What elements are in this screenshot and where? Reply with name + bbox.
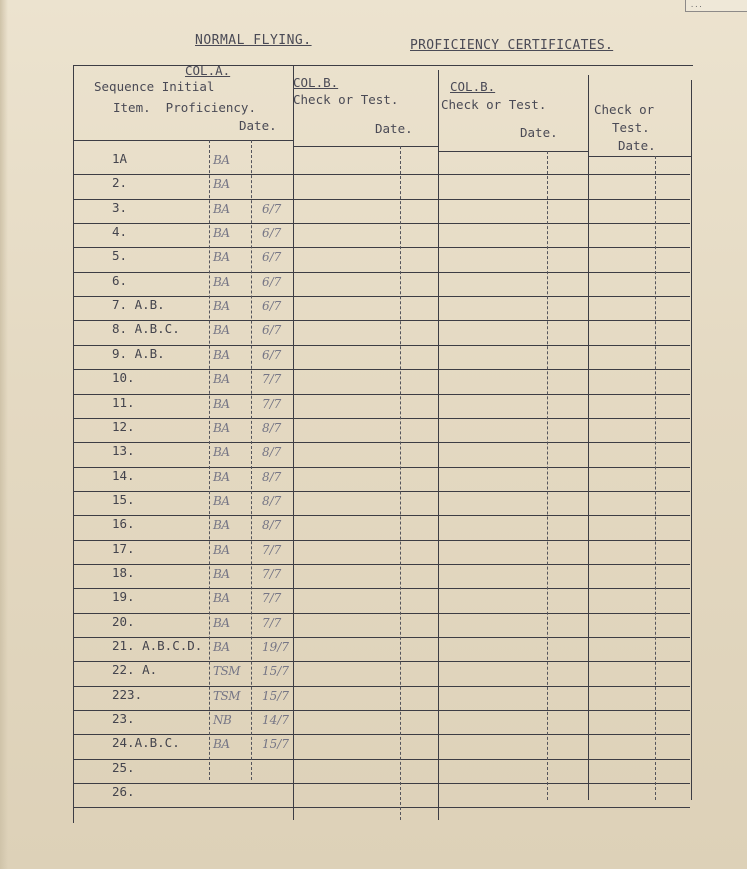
row-item-label: 10. — [112, 370, 135, 385]
table-row-rule — [73, 588, 690, 589]
col-a-header-line1: Sequence Initial — [94, 79, 215, 94]
row-date: 8/7 — [262, 421, 282, 435]
col-b1-header-bottom — [293, 146, 438, 147]
table-row-rule — [73, 345, 690, 346]
row-date: 15/7 — [262, 664, 289, 678]
row-item-label: 3. — [112, 200, 128, 215]
row-date: 8/7 — [262, 494, 282, 508]
row-initials: BA — [213, 323, 230, 337]
row-initials: BA — [213, 348, 230, 362]
row-initials: BA — [213, 616, 230, 630]
row-item-label: 8. A.B.C. — [112, 321, 180, 336]
table-row-rule — [73, 759, 690, 760]
col-b1-check-label: Check or Test. — [293, 92, 399, 107]
table-left-border — [73, 65, 74, 823]
col-c-header-date: Date. — [618, 138, 656, 153]
row-date: 19/7 — [262, 640, 289, 654]
row-item-label: 18. — [112, 565, 135, 580]
proficiency-table — [73, 63, 693, 823]
row-initials: BA — [213, 275, 230, 289]
row-initials: BA — [213, 397, 230, 411]
col-a-header-line2: Item. Proficiency. — [113, 100, 256, 115]
page-edge-shadow — [0, 0, 8, 869]
table-row-rule — [73, 272, 690, 273]
row-date: 6/7 — [262, 275, 282, 289]
table-right-border — [691, 80, 692, 800]
row-date: 7/7 — [262, 372, 282, 386]
row-initials: BA — [213, 177, 230, 191]
row-date: 7/7 — [262, 397, 282, 411]
table-row-rule — [73, 247, 690, 248]
row-date: 6/7 — [262, 348, 282, 362]
col-a-header-bottom — [73, 140, 293, 141]
table-top-border — [73, 65, 693, 66]
row-date: 6/7 — [262, 202, 282, 216]
table-row-rule — [73, 174, 690, 175]
table-row-rule — [73, 467, 690, 468]
row-item-label: 22. A. — [112, 662, 158, 677]
row-date: 7/7 — [262, 567, 282, 581]
row-date: 6/7 — [262, 226, 282, 240]
row-item-label: 11. — [112, 395, 135, 410]
row-item-label: 20. — [112, 614, 135, 629]
table-row-rule — [73, 540, 690, 541]
row-item-label: 15. — [112, 492, 135, 507]
col-b2-date-divider — [547, 151, 548, 800]
row-item-label: 14. — [112, 468, 135, 483]
table-row-rule — [73, 613, 690, 614]
table-row-rule — [73, 661, 690, 662]
row-initials: BA — [213, 445, 230, 459]
col-b2-date-label: Date. — [520, 125, 558, 140]
row-item-label: 19. — [112, 589, 135, 604]
row-item-label: 26. — [112, 784, 135, 799]
col-c-header-line1: Check or — [594, 102, 655, 117]
row-initials: BA — [213, 518, 230, 532]
col-b1-date-label: Date. — [375, 121, 413, 136]
row-initials: BA — [213, 299, 230, 313]
col-c-header-line2: Test. — [612, 120, 650, 135]
row-item-label: 4. — [112, 224, 128, 239]
col-b1-divider — [293, 65, 294, 820]
corner-paper-fragment — [685, 0, 747, 12]
col-a-date-divider — [251, 140, 252, 780]
row-item-label: 23. — [112, 711, 135, 726]
row-date: 8/7 — [262, 445, 282, 459]
row-initials: BA — [213, 226, 230, 240]
row-item-label: 6. — [112, 273, 128, 288]
table-row-rule — [73, 418, 690, 419]
row-item-label: 7. A.B. — [112, 297, 165, 312]
table-row-rule — [73, 515, 690, 516]
row-initials: BA — [213, 470, 230, 484]
row-initials: BA — [213, 737, 230, 751]
row-initials: BA — [213, 640, 230, 654]
row-item-label: 1A — [112, 151, 128, 166]
row-initials: BA — [213, 494, 230, 508]
row-date: 7/7 — [262, 616, 282, 630]
table-row-rule — [73, 686, 690, 687]
col-b2-header-bottom — [438, 151, 588, 152]
col-b2-title: COL.B. — [450, 79, 496, 94]
table-row-rule — [73, 807, 690, 808]
row-item-label: 16. — [112, 516, 135, 531]
row-initials: TSM — [213, 664, 241, 678]
row-date: 6/7 — [262, 250, 282, 264]
row-item-label: 21. A.B.C.D. — [112, 638, 203, 653]
row-date: 8/7 — [262, 518, 282, 532]
col-a-title: COL.A. — [185, 63, 231, 78]
table-row-rule — [73, 296, 690, 297]
row-date: 6/7 — [262, 299, 282, 313]
row-item-label: 9. A.B. — [112, 346, 165, 361]
row-item-label: 17. — [112, 541, 135, 556]
row-date: 15/7 — [262, 737, 289, 751]
table-row-rule — [73, 223, 690, 224]
col-b2-check-label: Check or Test. — [441, 97, 547, 112]
table-row-rule — [73, 783, 690, 784]
col-c-date-divider — [655, 156, 656, 800]
row-initials: BA — [213, 591, 230, 605]
row-initials: BA — [213, 421, 230, 435]
table-row-rule — [73, 442, 690, 443]
row-initials: BA — [213, 202, 230, 216]
page-title-proficiency-certificates: PROFICIENCY CERTIFICATES. — [410, 38, 614, 53]
col-a-initials-divider — [209, 140, 210, 780]
row-initials: TSM — [213, 689, 241, 703]
row-item-label: 2. — [112, 175, 128, 190]
row-initials: BA — [213, 372, 230, 386]
row-item-label: 13. — [112, 443, 135, 458]
col-b2-divider — [438, 70, 439, 820]
row-date: 6/7 — [262, 323, 282, 337]
row-item-label: 12. — [112, 419, 135, 434]
corner-fragment-text: ... — [690, 1, 703, 9]
row-date: 14/7 — [262, 713, 289, 727]
table-row-rule — [73, 199, 690, 200]
row-item-label: 223. — [112, 687, 143, 702]
row-initials: NB — [213, 713, 232, 727]
row-initials: BA — [213, 153, 230, 167]
row-date: 15/7 — [262, 689, 289, 703]
col-b1-title: COL.B. — [293, 75, 339, 90]
table-row-rule — [73, 491, 690, 492]
table-row-rule — [73, 369, 690, 370]
row-date: 8/7 — [262, 470, 282, 484]
table-row-rule — [73, 710, 690, 711]
table-row-rule — [73, 394, 690, 395]
page-title-normal-flying: NORMAL FLYING. — [195, 33, 312, 48]
row-item-label: 25. — [112, 760, 135, 775]
col-a-header-date: Date. — [239, 118, 277, 133]
table-row-rule — [73, 564, 690, 565]
row-initials: BA — [213, 567, 230, 581]
row-date: 7/7 — [262, 543, 282, 557]
row-item-label: 24.A.B.C. — [112, 735, 180, 750]
row-initials: BA — [213, 250, 230, 264]
row-initials: BA — [213, 543, 230, 557]
col-c-divider — [588, 75, 589, 800]
col-b1-date-divider — [400, 146, 401, 820]
col-c-header-bottom — [588, 156, 691, 157]
row-item-label: 5. — [112, 248, 128, 263]
row-date: 7/7 — [262, 591, 282, 605]
